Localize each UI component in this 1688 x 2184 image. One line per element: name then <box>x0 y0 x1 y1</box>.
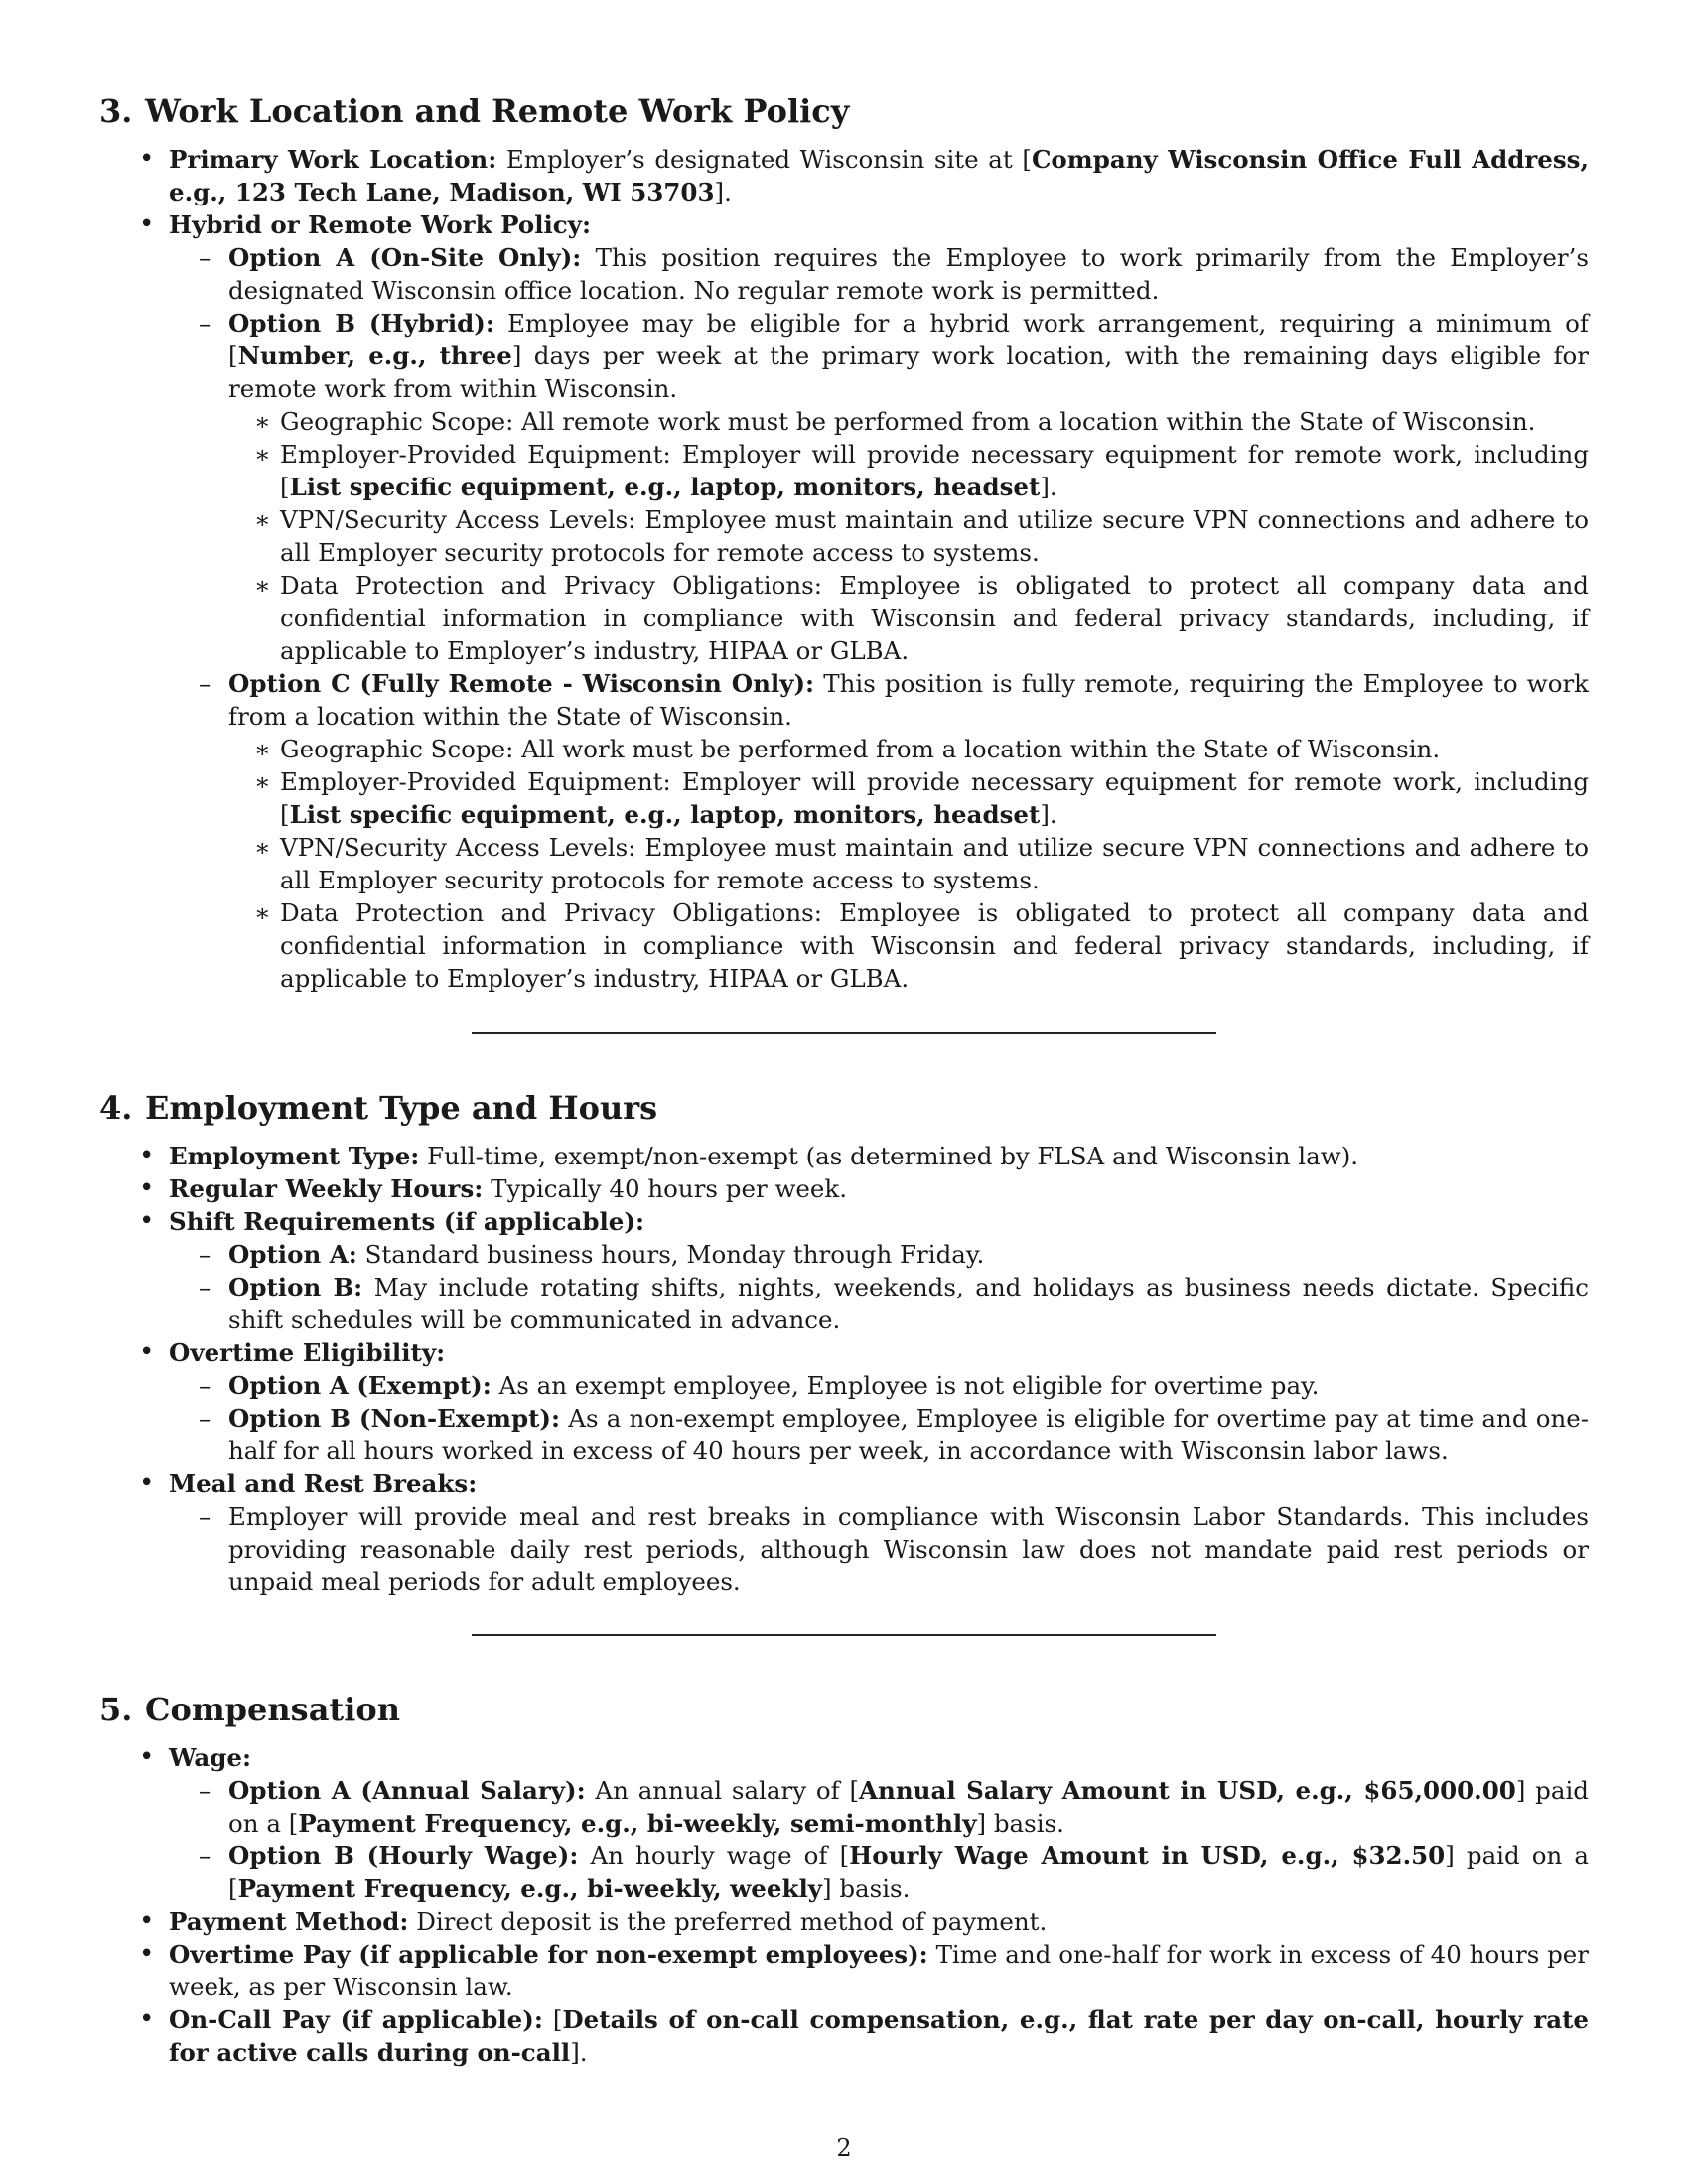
list-item <box>99 1336 1589 1467</box>
section-number: 3. <box>99 92 133 130</box>
section-divider <box>472 1032 1216 1034</box>
item-label: Regular Weekly Hours: <box>169 1174 484 1203</box>
item-text: ]. <box>1040 473 1057 501</box>
placeholder-text: Company Wisconsin Office Full Address, e.g., 123 Tech Lane, Madison, WI 53703 <box>169 145 1589 206</box>
document-content <box>99 91 1589 2069</box>
placeholder-text: Number, e.g., three <box>237 341 512 370</box>
section-number: 5. <box>99 1691 133 1728</box>
placeholder-text: Payment Frequency, e.g., bi-weekly, weekly <box>237 1874 823 1903</box>
sub-sub-list <box>228 733 1589 995</box>
item-text: Full-time, exempt/non-exempt (as determined by FLSA and Wisconsin law). <box>419 1142 1359 1170</box>
list-item <box>169 1271 1589 1336</box>
section-divider <box>472 1634 1216 1636</box>
item-label: Option C (Fully Remote - Wisconsin Only): <box>228 669 815 698</box>
list-item <box>99 1905 1589 1938</box>
list-item <box>169 1369 1589 1402</box>
item-text: ] days per week at the primary work location, with the remaining days eligible for remote work from within Wisconsin. <box>228 341 1589 403</box>
section-title: Employment Type and Hours <box>145 1089 658 1127</box>
item-label: Overtime Pay (if applicable for non-exempt employees): <box>169 1940 928 1969</box>
item-text: Direct deposit is the preferred method of payment. <box>408 1907 1048 1936</box>
item-text: ]. <box>714 178 732 206</box>
list-item <box>99 1467 1589 1598</box>
item-label: Option A (Exempt): <box>228 1371 492 1400</box>
item-label: Primary Work Location: <box>169 145 497 174</box>
item-text: Typically 40 hours per week. <box>483 1174 848 1203</box>
item-label: Hybrid or Remote Work Policy: <box>169 210 592 239</box>
sub-list <box>169 1238 1589 1336</box>
section-heading-work-location <box>99 91 1589 131</box>
item-text: An hourly wage of [ <box>578 1842 850 1870</box>
item-text: Time and one-half for work in excess of 40 hours per week, as per Wisconsin law. <box>169 1940 1590 2001</box>
item-label: Option B: <box>228 1273 363 1301</box>
placeholder-text: List specific equipment, e.g., laptop, monitors, headset <box>289 800 1041 829</box>
item-label: Option B (Hourly Wage): <box>228 1842 579 1870</box>
item-text: ] basis. <box>976 1809 1064 1838</box>
section-number: 4. <box>99 1089 133 1127</box>
item-text: An annual salary of [ <box>585 1776 860 1805</box>
list-item <box>169 1774 1589 1840</box>
item-label: Shift Requirements (if applicable): <box>169 1207 645 1236</box>
item-label: Option A (On-Site Only): <box>228 243 582 272</box>
list-item <box>169 1238 1589 1271</box>
item-text: Employee may be eligible for a hybrid work arrangement, requiring a minimum of [ <box>228 309 1589 370</box>
section-heading-employment-type <box>99 1088 1589 1128</box>
list-item <box>169 667 1589 995</box>
sub-list <box>169 1369 1589 1467</box>
sub-list <box>169 1500 1589 1598</box>
list-item: ∗ VPN/Security Access Levels: Employee must maintain and utilize secure VPN connections and adhere to all Employer security protocols for remote access to systems. <box>228 503 1589 569</box>
item-label: Wage: <box>169 1743 252 1772</box>
item-label: Option A: <box>228 1240 357 1269</box>
item-label: On-Call Pay (if applicable): <box>169 2005 543 2034</box>
list-item <box>99 1172 1589 1205</box>
placeholder-text: Payment Frequency, e.g., bi-weekly, semi-monthly <box>298 1809 977 1838</box>
item-text: ]. <box>570 2038 588 2067</box>
item-text: ] paid on a [ <box>228 1776 1589 1838</box>
employment-type-list <box>99 1140 1589 1598</box>
list-item: ∗ Geographic Scope: All remote work must be performed from a location within the State of Wisconsin. <box>228 405 1589 438</box>
item-text: ] basis. <box>822 1874 911 1903</box>
item-text: [ <box>542 2005 563 2034</box>
item-label: Employment Type: <box>169 1142 420 1170</box>
item-label: Option B (Non-Exempt): <box>228 1404 561 1433</box>
list-item <box>228 438 1589 503</box>
list-item: ∗ Data Protection and Privacy Obligations: Employee is obligated to protect all company data and confidential information in compliance with Wisconsin and federal privacy standards, including, if applicable to Employer’s industry, HIPAA or GLBA. <box>228 896 1589 995</box>
item-text: ] paid on a [ <box>228 1842 1589 1903</box>
list-item <box>99 2003 1589 2069</box>
list-item <box>99 208 1589 995</box>
list-item <box>99 1938 1589 2003</box>
list-item: ∗ Geographic Scope: All work must be performed from a location within the State of Wisconsin. <box>228 733 1589 765</box>
item-label: Option A (Annual Salary): <box>228 1776 586 1805</box>
placeholder-text: List specific equipment, e.g., laptop, monitors, headset <box>289 473 1041 501</box>
list-item <box>228 765 1589 831</box>
item-text: As a non-exempt employee, Employee is eligible for overtime pay at time and one-half for all hours worked in excess of 40 hours per week, in accordance with Wisconsin labor laws. <box>228 1404 1590 1465</box>
item-text: Employer’s designated Wisconsin site at [ <box>496 145 1032 174</box>
list-item: ∗ VPN/Security Access Levels: Employee must maintain and utilize secure VPN connections and adhere to all Employer security protocols for remote access to systems. <box>228 831 1589 896</box>
placeholder-text: Details of on-call compensation, e.g., flat rate per day on-call, hourly rate for active calls during on-call <box>169 2005 1589 2067</box>
section-title: Compensation <box>145 1691 400 1728</box>
item-text: ]. <box>1040 800 1057 829</box>
item-text: This position requires the Employee to work primarily from the Employer’s designated Wisconsin office location. No regular remote work is permitted. <box>228 243 1589 305</box>
item-label: Payment Method: <box>169 1907 409 1936</box>
item-label: Option B (Hybrid): <box>228 309 494 338</box>
compensation-list <box>99 1741 1589 2069</box>
sub-sub-list <box>228 405 1589 667</box>
list-item <box>169 1840 1589 1905</box>
item-text: May include rotating shifts, nights, weekends, and holidays as business needs dictate. Specific shift schedules will be communicated in advance. <box>228 1273 1589 1334</box>
list-item <box>99 143 1589 208</box>
list-item <box>99 1205 1589 1336</box>
list-item <box>169 307 1589 667</box>
list-item <box>99 1140 1589 1172</box>
placeholder-text: Hourly Wage Amount in USD, e.g., $32.50 <box>849 1842 1446 1870</box>
list-item: ∗ Data Protection and Privacy Obligations: Employee is obligated to protect all company data and confidential information in compliance with Wisconsin and federal privacy standards, including, if applicable to Employer’s industry, HIPAA or GLBA. <box>228 569 1589 667</box>
item-text: Employer-Provided Equipment: Employer will provide necessary equipment for remote work, including [ <box>280 440 1589 501</box>
placeholder-text: Annual Salary Amount in USD, e.g., $65,000.00 <box>859 1776 1516 1805</box>
list-item <box>99 1741 1589 1905</box>
item-label: Overtime Eligibility: <box>169 1338 446 1367</box>
section-title: Work Location and Remote Work Policy <box>145 92 850 130</box>
list-item <box>169 241 1589 307</box>
page-number: 2 <box>836 2134 852 2162</box>
list-item <box>169 1402 1589 1467</box>
sub-list <box>169 241 1589 995</box>
item-text: Standard business hours, Monday through Friday. <box>356 1240 985 1269</box>
item-label: Meal and Rest Breaks: <box>169 1469 478 1498</box>
item-text: This position is fully remote, requiring the Employee to work from a location within the State of Wisconsin. <box>228 669 1590 731</box>
sub-list <box>169 1774 1589 1905</box>
list-item: – Employer will provide meal and rest breaks in compliance with Wisconsin Labor Standards. This includes providing reasonable daily rest periods, although Wisconsin law does not mandate paid rest periods or unpaid meal periods for adult employees. <box>169 1500 1589 1598</box>
work-location-list <box>99 143 1589 995</box>
item-text: As an exempt employee, Employee is not eligible for overtime pay. <box>491 1371 1320 1400</box>
item-text: Employer-Provided Equipment: Employer will provide necessary equipment for remote work, including [ <box>280 767 1589 829</box>
section-heading-compensation <box>99 1690 1589 1729</box>
